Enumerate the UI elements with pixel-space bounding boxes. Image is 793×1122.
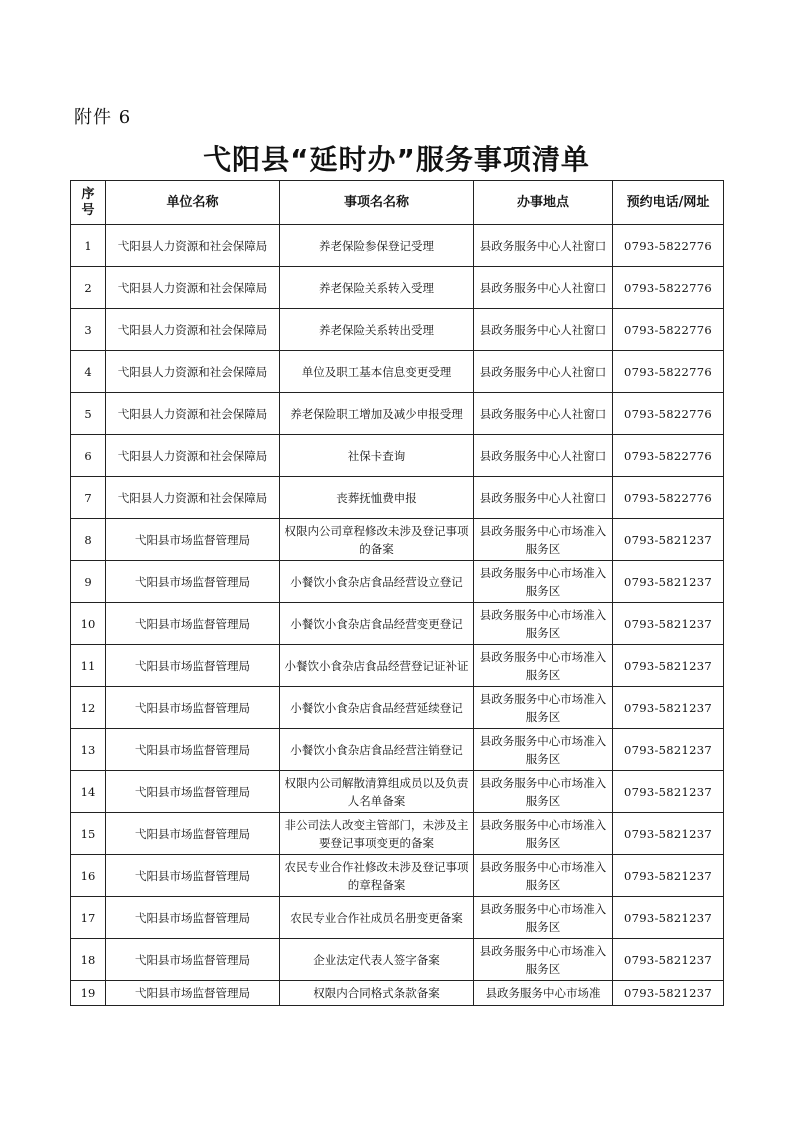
header-contact: 预约电话/网址 xyxy=(613,181,724,225)
cell-item: 小餐饮小食杂店食品经营变更登记 xyxy=(280,603,474,645)
cell-unit: 弋阳县市场监督管理局 xyxy=(106,729,280,771)
header-location: 办事地点 xyxy=(474,181,613,225)
cell-item: 小餐饮小食杂店食品经营设立登记 xyxy=(280,561,474,603)
header-unit: 单位名称 xyxy=(106,181,280,225)
cell-phone: 0793-5822776 xyxy=(613,477,724,519)
cell-location: 县政务服务中心人社窗口 xyxy=(474,477,613,519)
cell-item: 养老保险职工增加及减少申报受理 xyxy=(280,393,474,435)
header-seq-top: 序 xyxy=(81,186,95,202)
cell-seq: 13 xyxy=(71,729,106,771)
cell-phone: 0793-5821237 xyxy=(613,813,724,855)
cell-unit: 弋阳县市场监督管理局 xyxy=(106,687,280,729)
table-row xyxy=(71,813,724,855)
cell-phone: 0793-5821237 xyxy=(613,729,724,771)
cell-item: 小餐饮小食杂店食品经营登记证补证 xyxy=(280,645,474,687)
cell-seq: 10 xyxy=(71,603,106,645)
cell-location: 县政务服务中心市场准入服务区 xyxy=(474,603,613,645)
cell-unit: 弋阳县市场监督管理局 xyxy=(106,519,280,561)
table-row xyxy=(71,309,724,351)
cell-seq: 7 xyxy=(71,477,106,519)
cell-location: 县政务服务中心市场准入服务区 xyxy=(474,519,613,561)
cell-unit: 弋阳县市场监督管理局 xyxy=(106,855,280,897)
cell-phone: 0793-5821237 xyxy=(613,897,724,939)
header-item: 事项名名称 xyxy=(280,181,474,225)
cell-unit: 弋阳县人力资源和社会保障局 xyxy=(106,225,280,267)
cell-unit: 弋阳县市场监督管理局 xyxy=(106,897,280,939)
cell-seq: 9 xyxy=(71,561,106,603)
cell-item: 社保卡查询 xyxy=(280,435,474,477)
cell-location: 县政务服务中心市场准入服务区 xyxy=(474,771,613,813)
cell-seq: 3 xyxy=(71,309,106,351)
cell-phone: 0793-5821237 xyxy=(613,561,724,603)
cell-item: 企业法定代表人签字备案 xyxy=(280,939,474,981)
cell-unit: 弋阳县市场监督管理局 xyxy=(106,981,280,1006)
table-row xyxy=(71,771,724,813)
cell-seq: 12 xyxy=(71,687,106,729)
table-row xyxy=(71,351,724,393)
cell-location: 县政务服务中心市场准入服务区 xyxy=(474,813,613,855)
cell-phone: 0793-5821237 xyxy=(613,645,724,687)
table-row xyxy=(71,687,724,729)
cell-unit: 弋阳县市场监督管理局 xyxy=(106,603,280,645)
cell-seq: 15 xyxy=(71,813,106,855)
cell-phone: 0793-5822776 xyxy=(613,351,724,393)
cell-seq: 8 xyxy=(71,519,106,561)
cell-seq: 2 xyxy=(71,267,106,309)
table-row xyxy=(71,267,724,309)
cell-phone: 0793-5821237 xyxy=(613,855,724,897)
attachment-label: 附件 6 xyxy=(74,107,132,128)
cell-item: 权限内合同格式条款备案 xyxy=(280,981,474,1006)
table-row xyxy=(71,981,724,1006)
cell-phone: 0793-5822776 xyxy=(613,435,724,477)
cell-item: 权限内公司章程修改未涉及登记事项的备案 xyxy=(280,519,474,561)
cell-location: 县政务服务中心人社窗口 xyxy=(474,267,613,309)
cell-location: 县政务服务中心人社窗口 xyxy=(474,351,613,393)
header-seq xyxy=(71,181,106,225)
cell-seq: 16 xyxy=(71,855,106,897)
cell-item: 养老保险参保登记受理 xyxy=(280,225,474,267)
cell-seq: 5 xyxy=(71,393,106,435)
cell-location: 县政务服务中心市场准入服务区 xyxy=(474,561,613,603)
cell-unit: 弋阳县人力资源和社会保障局 xyxy=(106,309,280,351)
cell-seq: 6 xyxy=(71,435,106,477)
cell-item: 小餐饮小食杂店食品经营延续登记 xyxy=(280,687,474,729)
table-row xyxy=(71,561,724,603)
cell-unit: 弋阳县市场监督管理局 xyxy=(106,645,280,687)
cell-location: 县政务服务中心人社窗口 xyxy=(474,393,613,435)
cell-unit: 弋阳县人力资源和社会保障局 xyxy=(106,477,280,519)
service-items-table xyxy=(70,180,724,1006)
cell-phone: 0793-5821237 xyxy=(613,519,724,561)
cell-phone: 0793-5822776 xyxy=(613,267,724,309)
cell-unit: 弋阳县人力资源和社会保障局 xyxy=(106,267,280,309)
cell-unit: 弋阳县市场监督管理局 xyxy=(106,561,280,603)
cell-unit: 弋阳县人力资源和社会保障局 xyxy=(106,351,280,393)
cell-phone: 0793-5821237 xyxy=(613,771,724,813)
document-title: 弋阳县“延时办”服务事项清单 xyxy=(203,143,590,176)
cell-location: 县政务服务中心市场准入服务区 xyxy=(474,855,613,897)
table-row xyxy=(71,435,724,477)
cell-location: 县政务服务中心市场准入服务区 xyxy=(474,645,613,687)
cell-unit: 弋阳县市场监督管理局 xyxy=(106,939,280,981)
cell-seq: 4 xyxy=(71,351,106,393)
table-header-row xyxy=(71,181,724,225)
cell-seq: 19 xyxy=(71,981,106,1006)
table-row xyxy=(71,519,724,561)
cell-unit: 弋阳县人力资源和社会保障局 xyxy=(106,393,280,435)
cell-seq: 18 xyxy=(71,939,106,981)
cell-seq: 11 xyxy=(71,645,106,687)
cell-location: 县政务服务中心人社窗口 xyxy=(474,309,613,351)
table-row xyxy=(71,855,724,897)
cell-item: 养老保险关系转入受理 xyxy=(280,267,474,309)
table-row xyxy=(71,225,724,267)
table-row xyxy=(71,603,724,645)
cell-item: 单位及职工基本信息变更受理 xyxy=(280,351,474,393)
table-row xyxy=(71,393,724,435)
cell-phone: 0793-5821237 xyxy=(613,981,724,1006)
cell-item: 非公司法人改变主管部门，未涉及主要登记事项变更的备案 xyxy=(280,813,474,855)
cell-item: 农民专业合作社成员名册变更备案 xyxy=(280,897,474,939)
cell-seq: 17 xyxy=(71,897,106,939)
cell-seq: 1 xyxy=(71,225,106,267)
cell-location: 县政务服务中心市场准入服务区 xyxy=(474,939,613,981)
cell-location: 县政务服务中心市场准入服务区 xyxy=(474,729,613,771)
cell-phone: 0793-5822776 xyxy=(613,225,724,267)
cell-item: 小餐饮小食杂店食品经营注销登记 xyxy=(280,729,474,771)
cell-phone: 0793-5821237 xyxy=(613,687,724,729)
cell-item: 权限内公司解散清算组成员以及负责人名单备案 xyxy=(280,771,474,813)
cell-unit: 弋阳县人力资源和社会保障局 xyxy=(106,435,280,477)
cell-seq: 14 xyxy=(71,771,106,813)
cell-location: 县政务服务中心市场准入服务区 xyxy=(474,687,613,729)
header-seq-bottom: 号 xyxy=(81,202,95,218)
cell-phone: 0793-5822776 xyxy=(613,393,724,435)
cell-item: 养老保险关系转出受理 xyxy=(280,309,474,351)
table-row xyxy=(71,939,724,981)
cell-unit: 弋阳县市场监督管理局 xyxy=(106,771,280,813)
cell-location: 县政务服务中心市场准入服务区 xyxy=(474,897,613,939)
table-row xyxy=(71,477,724,519)
cell-item: 农民专业合作社修改未涉及登记事项的章程备案 xyxy=(280,855,474,897)
cell-location: 县政务服务中心人社窗口 xyxy=(474,225,613,267)
cell-unit: 弋阳县市场监督管理局 xyxy=(106,813,280,855)
cell-phone: 0793-5822776 xyxy=(613,309,724,351)
cell-location: 县政务服务中心人社窗口 xyxy=(474,435,613,477)
cell-location: 县政务服务中心市场准 xyxy=(474,981,613,1006)
table-row xyxy=(71,729,724,771)
cell-phone: 0793-5821237 xyxy=(613,603,724,645)
table-row xyxy=(71,897,724,939)
table-row xyxy=(71,645,724,687)
cell-item: 丧葬抚恤费申报 xyxy=(280,477,474,519)
cell-phone: 0793-5821237 xyxy=(613,939,724,981)
